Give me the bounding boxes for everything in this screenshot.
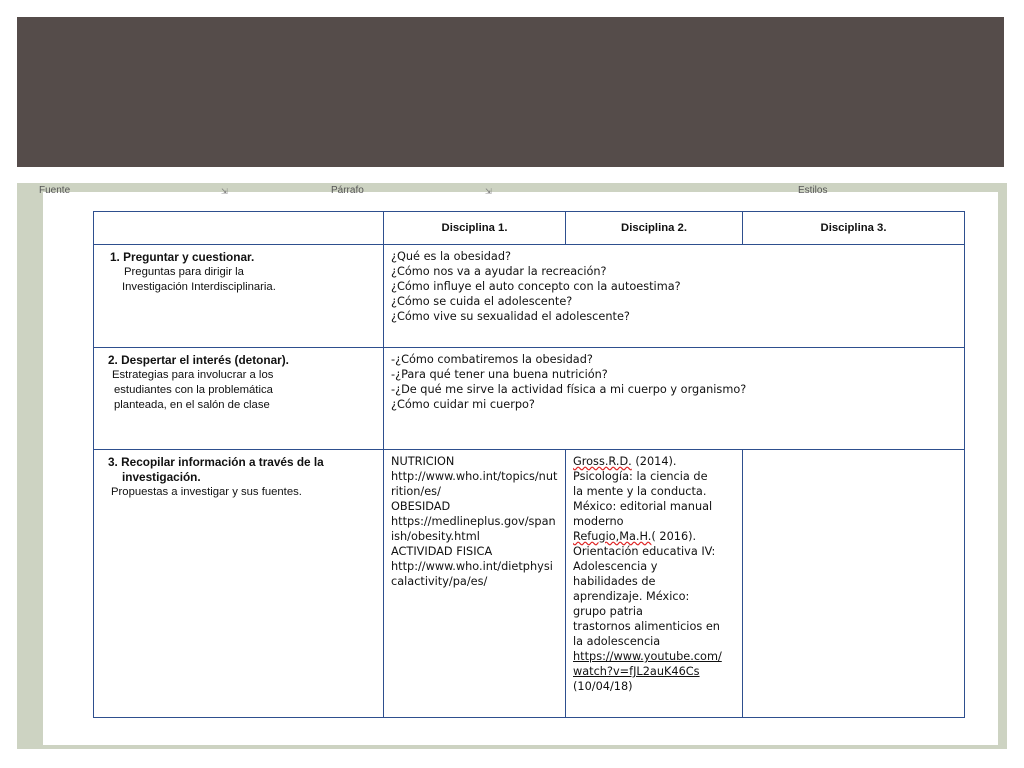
title-band [17,17,1004,167]
table-row [94,245,965,348]
row-title: 1. Preguntar y cuestionar. [110,250,255,264]
reference-line: México: editorial manual [573,500,713,513]
video-link[interactable]: https://www.youtube.com/ [573,650,722,663]
source-link[interactable]: https://medlineplus.gov/spanish/obesity.html [391,515,556,543]
header-cell-disciplina-3: Disciplina 3. [743,212,965,245]
row-subtitle: Propuestas a investigar y sus fuentes. [111,486,302,498]
question-item: -¿Para qué tener una buena nutrición? [391,368,608,381]
row-subtitle: estudiantes con la problemática [114,384,273,396]
reference-line: Orientación educativa IV: [573,545,716,558]
header-cell-disciplina-2: Disciplina 2. [566,212,743,245]
reference-line: aprendizaje. México: [573,590,690,603]
ribbon-label-estilos: Estilos [798,185,828,196]
source-link[interactable]: http://www.who.int/topics/nutrition/es/ [391,470,558,498]
reference-line: habilidades de [573,575,656,588]
question-item: -¿Cómo combatiremos la obesidad? [391,353,593,366]
ribbon-label-parrafo: Párrafo [331,185,364,196]
row-title-cell [94,450,384,718]
sources-cell-disciplina-3[interactable] [743,450,965,718]
question-item: ¿Cómo vive su sexualidad el adolescente? [391,310,630,323]
row-title: 3. Recopilar información a través de la [108,455,324,469]
dialog-launcher-icon[interactable]: ⇲ [221,187,228,196]
source-heading: NUTRICION [391,455,455,468]
reference-year: (2014). [631,455,677,468]
row-subtitle: Estrategias para involucrar a los [112,369,274,381]
source-heading: ACTIVIDAD FISICA [391,545,493,558]
reference-line: Psicología: la ciencia de [573,470,708,483]
table-row [94,348,965,450]
question-item: ¿Cómo nos va a ayudar la recreación? [391,265,607,278]
ribbon-group-labels [39,185,998,199]
reference-author: Refugio,Ma.H. [573,530,652,543]
row-title-cell [94,245,384,348]
sources-cell-disciplina-1[interactable] [384,450,566,718]
row-title-cell [94,348,384,450]
dialog-launcher-icon[interactable]: ⇲ [485,187,492,196]
questions-cell[interactable] [384,245,965,348]
ribbon-label-fuente: Fuente [39,185,71,196]
question-item: ¿Qué es la obesidad? [391,250,511,263]
question-item: ¿Cómo se cuida el adolescente? [391,295,573,308]
header-cell-disciplina-1: Disciplina 1. [384,212,566,245]
row-title: investigación. [122,470,201,484]
content-frame [17,183,1007,749]
question-item: ¿Cómo influye el auto concepto con la autoestima? [391,280,681,293]
reference-line: moderno [573,515,624,528]
reference-line [573,454,735,469]
reference-line: grupo patria [573,605,643,618]
reference-year: ( 2016). [651,530,697,543]
row-title: 2. Despertar el interés (detonar). [108,353,289,367]
source-link[interactable]: http://www.who.int/dietphysicalactivity/pa/es/ [391,560,553,588]
header-cell-empty [94,212,384,245]
table-header-row [94,212,965,245]
reference-line: Adolescencia y [573,560,658,573]
reference-line: trastornos alimenticios en [573,620,720,633]
questions-cell[interactable] [384,348,965,450]
row-subtitle: Investigación Interdisciplinaria. [122,281,276,293]
reference-line [573,529,735,544]
sources-cell-disciplina-2[interactable] [566,450,743,718]
question-item: -¿De qué me sirve la actividad física a mi cuerpo y organismo? [391,383,747,396]
question-item: ¿Cómo cuidar mi cuerpo? [391,398,535,411]
reference-line: la mente y la conducta. [573,485,707,498]
planning-table [93,211,965,718]
source-heading: OBESIDAD [391,500,451,513]
row-subtitle: planteada, en el salón de clase [114,399,270,411]
document-page [39,185,998,745]
video-link[interactable]: watch?v=fJL2auK46Cs [573,665,700,678]
table-row [94,450,965,718]
reference-author: Gross.R.D. [573,455,632,468]
row-subtitle: Preguntas para dirigir la [124,266,244,278]
reference-date: (10/04/18) [573,680,633,693]
reference-line: la adolescencia [573,635,661,648]
